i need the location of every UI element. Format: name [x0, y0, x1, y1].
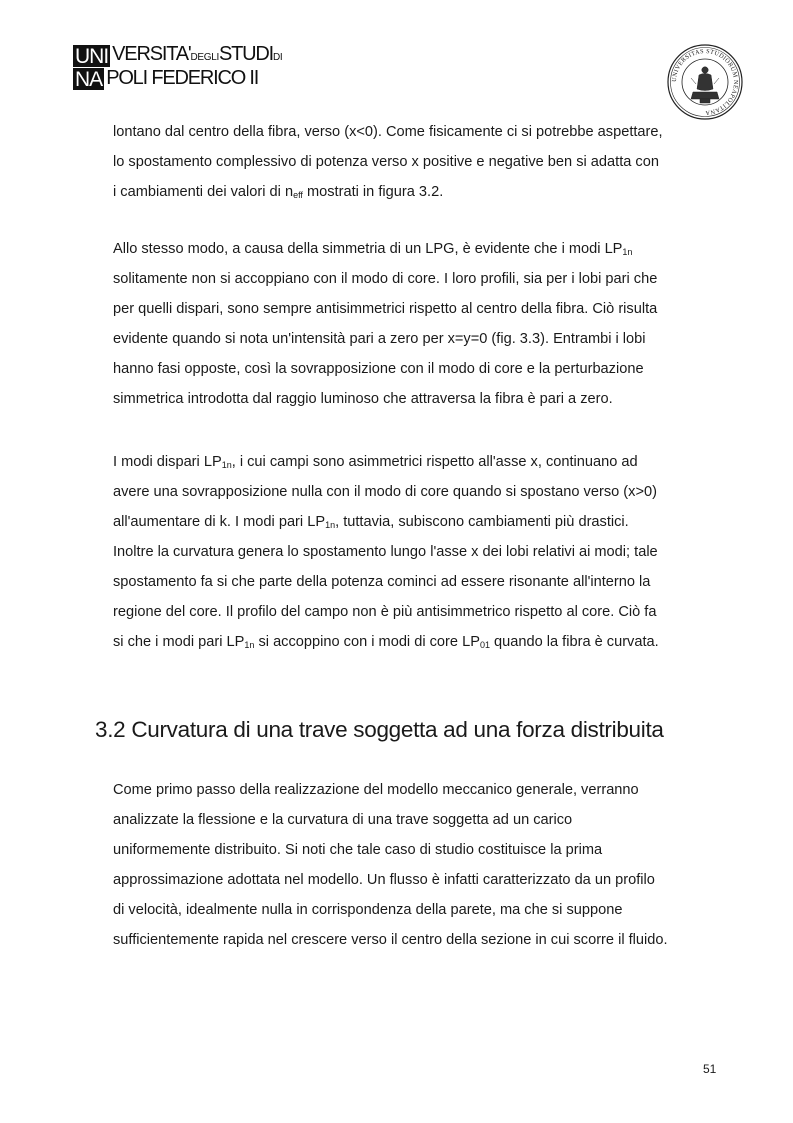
text-line: simmetrica introdotta dal raggio luminoso che attraversa la fibra è pari a zero. — [113, 391, 613, 407]
text-line: uniformemente distribuito. Si noti che tale caso di studio costituisce la prima — [113, 842, 603, 858]
text-line: evidente quando si nota un'intensità pari a zero per x=y=0 (fig. 3.3). Entrambi i lobi — [113, 331, 646, 347]
university-seal-icon — [667, 44, 743, 120]
text-line: I modi dispari $LP_{1n}$, i cui campi sono asimmetrici rispetto all'asse x, continuano ad — [113, 454, 638, 470]
logo-box-na: NA — [75, 67, 103, 91]
text-line: spostamento fa si che parte della potenza cominci ad essere risonante all'interno la — [113, 574, 651, 590]
text-line: Inoltre la curvatura genera lo spostamento lungo l'asse x dei lobi relativi ai modi; tale — [113, 544, 658, 560]
seal-text: UNIVERSITAS STUDIORUM NEAPOLITANA — [670, 47, 740, 117]
text-line: approssimazione adottata nel modello. Un flusso è infatti caratterizzato da un profilo — [113, 872, 655, 888]
logo-di: DI — [273, 51, 283, 63]
logo-versita: VERSITA' — [112, 42, 191, 65]
text-line: i cambiamenti dei valori di $n_{eff}$ mostrati in figura 3.2. — [113, 184, 444, 200]
text-line: lontano dal centro della fibra, verso (x<0). Come fisicamente ci si potrebbe aspettare, — [113, 124, 663, 140]
text-line: analizzate la flessione e la curvatura di una trave soggetta ad un carico — [113, 812, 573, 828]
text-line: hanno fasi opposte, così la sovrapposizione con il modo di core e la perturbazione — [113, 361, 644, 377]
text-line: sufficientemente rapida nel crescere verso il centro della sezione in cui scorre il fluido. — [113, 932, 668, 948]
text-line: di velocità, idealmente nulla in corrispondenza della parete, ma che si suppone — [113, 902, 623, 918]
logo-box-uni: UNI — [75, 44, 109, 68]
text-line: Allo stesso modo, a causa della simmetria di un LPG, è evidente che i modi $LP_{1n}$ — [113, 241, 633, 257]
text-line: regione del core. Il profilo del campo non è più antisimmetrico rispetto al core. Ciò fa — [113, 604, 657, 620]
paragraph-2 — [113, 234, 699, 414]
paragraph-4 — [113, 775, 699, 955]
text-line: avere una sovrapposizione nulla con il modo di core quando si spostano verso (x>0) — [113, 484, 657, 500]
logo-studi: STUDI — [219, 42, 274, 65]
page-number: 51 — [703, 1062, 717, 1076]
text-line: solitamente non si accoppiano con il modo di core. I loro profili, sia per i lobi pari che — [113, 271, 658, 287]
logo-text-poli-federico: POLI FEDERICO II — [106, 67, 259, 89]
logo-degli: DEGLI — [190, 51, 219, 63]
text-line: lo spostamento complessivo di potenza verso x positive e negative ben si adatta con — [113, 154, 659, 170]
paragraph-1 — [113, 117, 699, 207]
text-line: all'aumentare di k. I modi pari $LP_{1n}$, tuttavia, subiscono cambiamenti più drastici. — [113, 514, 629, 530]
text-line: Come primo passo della realizzazione del modello meccanico generale, verranno — [113, 782, 639, 798]
section-heading: 3.2 Curvatura di una trave soggetta ad una forza distribuita — [95, 717, 664, 742]
logo-row-1 — [73, 42, 283, 68]
logo-row-2 — [73, 67, 273, 90]
logo-text-versita — [112, 43, 282, 69]
text-line: per quelli dispari, sono sempre antisimmetrici rispetto al centro della fibra. Ciò risulta — [113, 301, 658, 317]
paragraph-3 — [113, 447, 699, 657]
text-line: si che i modi pari $LP_{1n}$ si accoppino con i modi di core $LP_{01}$ quando la fibra è curvata. — [113, 634, 659, 650]
university-logo — [73, 42, 283, 91]
